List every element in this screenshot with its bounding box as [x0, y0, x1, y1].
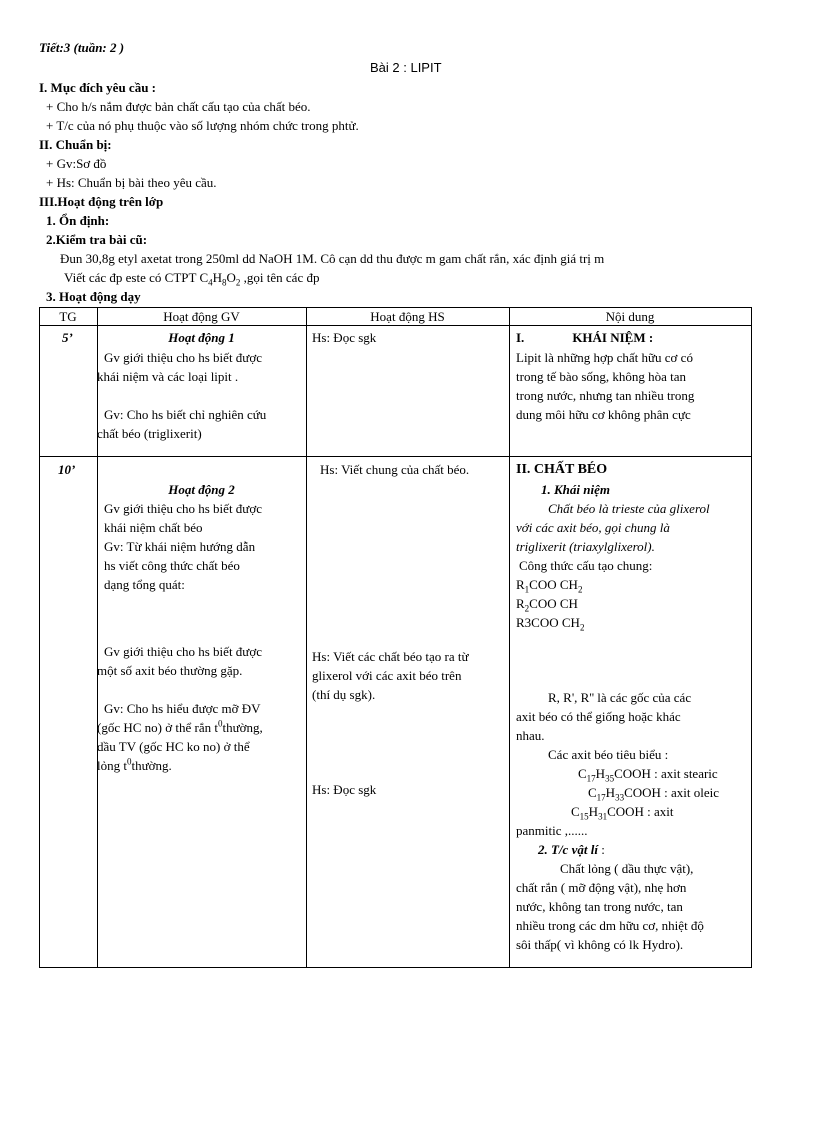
table-border: [97, 307, 98, 968]
row2-content-line: chất rắn ( mỡ động vật), nhẹ hơn: [516, 880, 687, 895]
row2-definition-line: Chất béo là trieste của glixerol: [548, 501, 710, 516]
row2-gv-line: hs viết công thức chất béo: [104, 558, 240, 573]
section-3-title: III.Hoạt động trên lớp: [39, 194, 164, 209]
row2-content-line: sôi thấp( vì không có lk Hydro).: [516, 937, 684, 952]
row2-gv-line: dầu TV (gốc HC ko no) ở thể: [97, 739, 250, 754]
section-1-title: I. Mục đích yêu cầu :: [39, 80, 156, 95]
formula-line: $R_2COO$ CH: [516, 596, 578, 614]
table-border: [39, 307, 40, 968]
section-2-item: + Gv:Sơ đồ: [46, 156, 107, 171]
acid-line: $C_{17}H_{33}COOH$ : axit oleic: [588, 785, 720, 803]
row1-content-line: trong nước, nhưng tan nhiều trong: [516, 388, 695, 403]
row1-hs: Hs: Đọc sgk: [312, 330, 377, 345]
row1-content-line: trong tế bào sống, không hòa tan: [516, 369, 687, 384]
section-2-title: II. Chuẩn bị:: [39, 137, 112, 152]
row2-content-line: Các axit béo tiêu biểu :: [548, 747, 669, 762]
row2-content-subtitle: 2. T/c vật lí :: [538, 842, 605, 857]
acid-line: $C_{15}H_{31}COOH$ : axit: [571, 804, 674, 822]
row2-definition-line: với các axit béo, gọi chung là: [516, 520, 670, 535]
row2-hs-line: (thí dụ sgk).: [312, 687, 376, 702]
row2-content-line: axit béo có thể giống hoặc khác: [516, 709, 681, 724]
lesson-title: Bài 2 : LIPIT: [370, 60, 442, 75]
table-header-gv: Hoạt động GV: [163, 309, 240, 324]
row1-content-line: dung môi hữu cơ không phân cực: [516, 407, 691, 422]
table-border: [306, 307, 307, 968]
row2-content-line: nhiều trong các dm hữu cơ, nhiệt độ: [516, 918, 704, 933]
lesson-number: Tiết:3: [39, 40, 71, 55]
row1-content-title: I. KHÁI NIỆM :: [516, 330, 654, 345]
row2-hs-line: Hs: Viết các chất béo tạo ra từ: [312, 649, 469, 664]
row2-content-line: panmitic ,......: [516, 823, 588, 838]
table-border: [39, 967, 751, 968]
formula-line: R3COO $CH_2$: [516, 615, 585, 633]
table-border: [39, 456, 751, 457]
row2-gv-line: khái niệm chất béo: [104, 520, 203, 535]
row1-content-line: Lipit là những hợp chất hữu cơ có: [516, 350, 693, 365]
row2-content-line: nước, không tan trong nước, tan: [516, 899, 683, 914]
hoat-dong-day-title: 3. Hoạt động dạy: [46, 289, 141, 304]
row2-definition-line: triglixerit (triaxylglixerol).: [516, 539, 655, 554]
row2-content-line: nhau.: [516, 728, 545, 743]
row2-content-line: R, R', R'' là các gốc của các: [548, 690, 692, 705]
question-2: Viết các đp este có CTPT $C_4H_8O_2$ ,gọi tên các đp: [64, 270, 320, 288]
row1-time: 5’: [62, 330, 73, 345]
row1-gv-line: Gv giới thiệu cho hs biết được: [104, 350, 262, 365]
lesson-header: [39, 39, 124, 57]
row2-gv-line: (gốc HC no) ở thể rắn $t^0thường$,: [97, 718, 263, 735]
acid-line: $C_{17}H_{35}COOH$ : axit stearic: [578, 766, 718, 784]
row1-gv-line: chất béo (triglixerit): [97, 426, 202, 441]
row2-hs-line: glixerol với các axit béo trên: [312, 668, 462, 683]
row2-gv-line: Gv giới thiệu cho hs biết được: [104, 501, 262, 516]
row1-gv-title: Hoạt động 1: [168, 330, 235, 345]
row2-gv-line: một số axit béo thường gặp.: [97, 663, 243, 678]
section-1-item: + T/c của nó phụ thuộc vào số lượng nhóm chức trong phtử.: [46, 118, 359, 133]
question-1: Đun 30,8g etyl axetat trong 250ml dd NaOH 1M. Cô cạn dd thu được m gam chất rắn, xác định giá trị m: [60, 251, 605, 266]
table-border: [509, 307, 510, 968]
row2-time: 10’: [58, 462, 76, 477]
table-header-tg: TG: [59, 309, 77, 324]
row2-content-line: Công thức cấu tạo chung:: [519, 558, 653, 573]
row1-gv-line: Gv: Cho hs biết chỉ nghiên cứu: [104, 407, 267, 422]
row2-hs-line: Hs: Đọc sgk: [312, 782, 377, 797]
table-header-hs: Hoạt động HS: [370, 309, 445, 324]
section-1-item: + Cho h/s nắm được bản chất cấu tạo của chất béo.: [46, 99, 311, 114]
row1-gv-line: khái niệm và các loại lipit .: [97, 369, 239, 384]
on-dinh-title: 1. Ổn định:: [46, 213, 110, 228]
formula-line: $R_1COO$ $CH_2$: [516, 577, 583, 595]
row2-gv-line: Gv: Cho hs hiểu được mỡ ĐV: [104, 701, 261, 716]
row2-hs-line: Hs: Viết chung của chất béo.: [320, 462, 470, 477]
row2-content-subtitle: 1. Khái niệm: [541, 482, 610, 497]
row2-content-line: Chất lỏng ( dầu thực vật),: [560, 861, 694, 876]
row2-gv-line: Gv: Từ khái niệm hướng dẫn: [104, 539, 256, 554]
row2-gv-line: lỏng $t^0thường$.: [97, 756, 172, 773]
row2-gv-title: Hoạt động 2: [168, 482, 235, 497]
lesson-week: (tuần: 2 ): [73, 40, 125, 55]
section-2-item: + Hs: Chuẩn bị bài theo yêu cầu.: [46, 175, 217, 190]
kiem-tra-title: 2.Kiểm tra bài cũ:: [46, 232, 148, 247]
table-header-content: Nội dung: [605, 309, 655, 324]
row2-gv-line: Gv giới thiệu cho hs biết được: [104, 644, 262, 659]
row2-gv-line: dạng tổng quát:: [104, 577, 185, 592]
row2-content-title: II. CHẤT BÉO: [516, 462, 608, 477]
table-border: [751, 307, 752, 968]
